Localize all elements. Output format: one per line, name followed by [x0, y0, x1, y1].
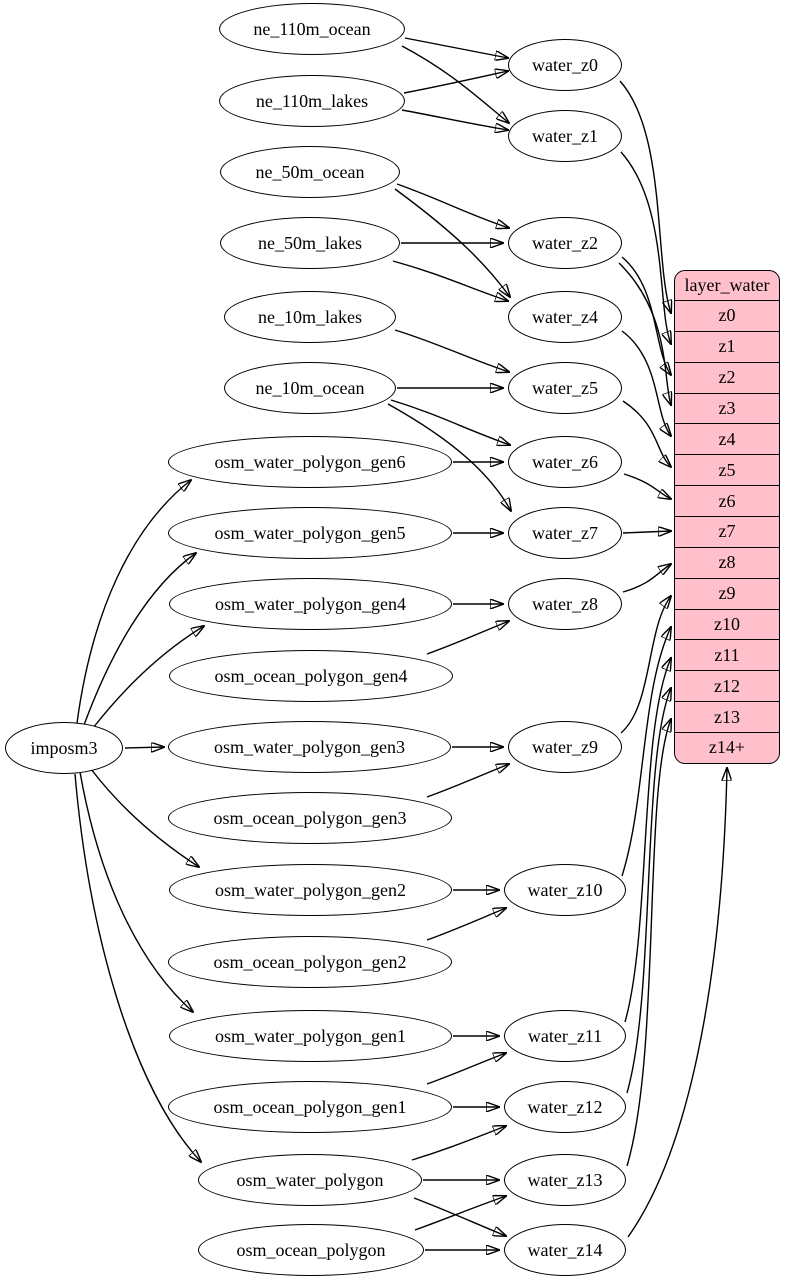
node-osm_water_polygon_gen6 [168, 436, 452, 488]
node-osm_water_polygon_gen4 [169, 578, 452, 630]
node-ne_10m_lakes [224, 291, 396, 343]
layer-water-title: layer_water [684, 275, 770, 295]
node-osm_ocean_polygon_gen3 [168, 792, 452, 844]
node-water_z7 [508, 507, 622, 559]
edge-osm_ocean_polygon_gen3-to-water_z9 [427, 764, 509, 797]
node-label: water_z9 [532, 736, 598, 757]
node-osm_water_polygon_gen1 [169, 1010, 452, 1062]
node-label: ne_50m_ocean [255, 161, 365, 182]
edge-imposm3-to-osm_water_polygon_gen5 [84, 553, 196, 725]
node-water_z12 [504, 1081, 626, 1133]
node-label: osm_ocean_polygon_gen4 [214, 665, 408, 686]
node-label: osm_ocean_polygon [236, 1239, 386, 1260]
edge-ne_110m_ocean-to-water_z1 [402, 46, 509, 123]
layer-row-z10: z10 [675, 609, 779, 640]
node-label: water_z4 [532, 306, 598, 327]
node-label: water_z6 [532, 451, 598, 472]
edge-osm_water_polygon-to-water_z12 [412, 1126, 506, 1160]
node-osm_ocean_polygon_gen2 [168, 936, 452, 988]
layer-row-z6: z6 [675, 485, 779, 516]
node-label: water_z7 [532, 522, 598, 543]
layer-row-z3: z3 [675, 393, 779, 424]
node-label: water_z1 [532, 125, 598, 146]
edge-ne_50m_lakes-to-water_z4 [393, 261, 508, 301]
node-osm_ocean_polygon_gen1 [168, 1081, 452, 1133]
node-water_z2 [508, 217, 622, 269]
layer-water-record [674, 270, 780, 764]
layer-row-z11: z11 [675, 639, 779, 670]
node-water_z14 [504, 1224, 626, 1276]
node-label: osm_water_polygon_gen6 [214, 451, 406, 472]
edge-ne_110m_ocean-to-water_z0 [405, 38, 508, 58]
edge-ne_10m_lakes-to-water_z5 [395, 330, 509, 372]
node-label: water_z2 [532, 232, 598, 253]
node-label: water_z8 [532, 593, 598, 614]
node-label: ne_110m_lakes [255, 90, 369, 111]
node-label: water_z11 [527, 1025, 603, 1046]
edge-water_z5-to-layer_water-z5 [623, 401, 671, 467]
node-water_z4 [508, 291, 622, 343]
node-osm_ocean_polygon [198, 1224, 424, 1276]
edge-osm_water_polygon-to-water_z14 [414, 1198, 506, 1236]
node-label: osm_water_polygon [236, 1169, 384, 1190]
node-water_z6 [508, 436, 622, 488]
edge-water_z4-to-layer_water-z4 [622, 331, 671, 436]
layer-row-z8: z8 [675, 547, 779, 578]
edge-osm_ocean_polygon_gen1-to-water_z11 [427, 1053, 506, 1084]
node-label: ne_10m_ocean [255, 377, 365, 398]
node-label: osm_water_polygon_gen2 [215, 879, 406, 900]
edge-imposm3-to-osm_water_polygon_gen3 [125, 747, 164, 748]
layer-row-z1: z1 [675, 331, 779, 362]
node-ne_50m_lakes [220, 217, 400, 269]
node-label: water_z14 [527, 1239, 603, 1260]
node-water_z9 [508, 721, 622, 773]
layer-row-z0: z0 [675, 300, 779, 331]
layer-row-z4: z4 [675, 423, 779, 454]
node-ne_110m_ocean [219, 3, 405, 55]
node-water_z11 [504, 1010, 626, 1062]
node-label: ne_110m_ocean [253, 18, 371, 39]
node-osm_water_polygon_gen2 [169, 864, 452, 916]
node-label: osm_water_polygon_gen3 [214, 736, 405, 757]
edge-osm_ocean_polygon_gen4-to-water_z8 [427, 621, 509, 654]
edge-osm_ocean_polygon_gen2-to-water_z10 [427, 908, 506, 940]
node-label: ne_10m_lakes [258, 306, 362, 327]
layer-row-z12: z12 [675, 670, 779, 701]
edge-water_z12-to-layer_water-z12 [627, 688, 671, 1093]
node-label: water_z5 [532, 377, 598, 398]
edge-ne_50m_ocean-to-water_z2 [397, 184, 509, 228]
node-water_z1 [508, 110, 622, 162]
node-water_z10 [504, 864, 626, 916]
edge-water_z6-to-layer_water-z6 [624, 474, 671, 499]
node-label: ne_50m_lakes [258, 232, 362, 253]
node-water_z0 [508, 39, 622, 91]
node-label: water_z13 [527, 1169, 603, 1190]
edge-water_z14-to-layer_water-z14plus [628, 768, 727, 1237]
layer-row-z7: z7 [675, 516, 779, 547]
edge-water_z1-to-layer_water-z1 [621, 152, 671, 344]
node-label: osm_water_polygon_gen4 [215, 593, 406, 614]
node-label: osm_water_polygon_gen1 [215, 1025, 406, 1046]
node-label: osm_ocean_polygon_gen2 [213, 951, 407, 972]
node-osm_water_polygon_gen3 [168, 721, 451, 773]
edge-ne_110m_lakes-to-water_z1 [402, 110, 508, 130]
node-label: water_z0 [532, 54, 598, 75]
node-label: osm_ocean_polygon_gen3 [213, 807, 407, 828]
layer-row-z9: z9 [675, 578, 779, 609]
node-ne_110m_lakes [219, 75, 405, 127]
node-label: osm_ocean_polygon_gen1 [213, 1096, 407, 1117]
node-ne_10m_ocean [224, 362, 396, 414]
edge-water_z8-to-layer_water-z8 [623, 564, 671, 592]
node-label: osm_water_polygon_gen5 [214, 522, 406, 543]
node-water_z13 [504, 1154, 626, 1206]
edge-ne_110m_lakes-to-water_z0 [404, 71, 508, 93]
node-label: water_z10 [527, 879, 603, 900]
node-ne_50m_ocean [220, 146, 400, 198]
edge-water_z7-to-layer_water-z7 [623, 531, 671, 533]
node-osm_water_polygon_gen5 [168, 507, 452, 559]
layer-row-z5: z5 [675, 454, 779, 485]
node-water_z8 [508, 578, 622, 630]
layer-row-z14plus: z14+ [675, 732, 779, 763]
node-osm_water_polygon [198, 1154, 422, 1206]
node-imposm3 [5, 722, 123, 774]
layer-row-z2: z2 [675, 362, 779, 393]
node-water_z5 [508, 362, 622, 414]
edge-ne_10m_ocean-to-water_z6 [391, 400, 510, 445]
node-label: imposm3 [30, 737, 98, 758]
node-label: water_z12 [527, 1096, 603, 1117]
edge-osm_ocean_polygon-to-water_z13 [415, 1196, 506, 1230]
node-osm_ocean_polygon_gen4 [169, 650, 453, 702]
layer-row-z13: z13 [675, 701, 779, 732]
